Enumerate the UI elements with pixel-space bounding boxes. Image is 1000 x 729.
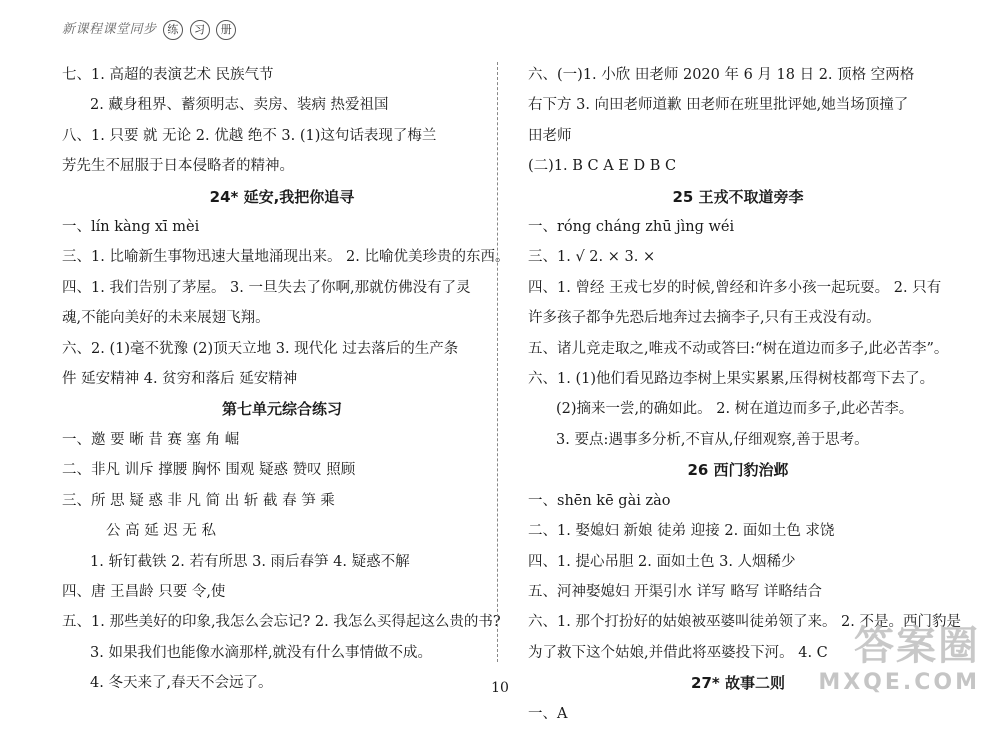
watermark-text: 答案圈 [854,623,980,669]
section-title: 26 西门豹治邺 [687,461,789,480]
header-circle-3: 册 [216,20,236,40]
answer-line: 1. 斩钉截铁 2. 若有所思 3. 雨后春笋 4. 疑惑不解 [90,553,410,570]
answer-line: 为了救下这个姑娘,并借此将巫婆投下河。 4. C [528,644,828,661]
answer-line: 二、非凡 训斥 撑腰 胸怀 围观 疑惑 赞叹 照顾 [62,462,356,479]
section-title: 25 王戎不取道旁李 [672,187,804,206]
answer-line: 田老师 [528,127,572,144]
answer-line: 一、shēn kē gài zào [528,492,671,509]
answer-line: 许多孩子都争先恐后地奔过去摘李子,只有王戎没有动。 [528,310,881,327]
answer-line: 一、邀 要 晰 昔 赛 塞 角 崛 [62,431,240,448]
answer-line: 一、lín kàng xī mèi [62,219,200,236]
answer-line: 六、1. (1)他们看见路边李树上果实累累,压得树枝都弯下去了。 [528,371,935,388]
answer-line: 2. 藏身租界、蓄须明志、卖房、装病 热爱祖国 [90,97,389,114]
answer-line: 七、1. 高超的表演艺术 民族气节 [62,67,274,83]
answer-line: (二)1. B C A E D B C [528,158,677,175]
answer-line: 芳先生不屈服于日本侵略者的精神。 [62,158,294,175]
answer-line: 件 延安精神 4. 贫穷和落后 延安精神 [62,371,298,388]
answer-line: 四、唐 王昌龄 只要 令,使 [62,583,226,600]
section-title: 第七单元综合练习 [221,400,342,419]
answer-line: 一、róng chánɡ zhū jìnɡ wéi [528,219,735,236]
page-number: 10 [491,680,509,696]
answer-line: 右下方 3. 向田老师道歉 田老师在班里批评她,她当场顶撞了 [528,97,909,114]
answer-line: 八、1. 只要 就 无论 2. 优越 绝不 3. (1)这句话表现了梅兰 [62,127,437,144]
answer-line: 3. 如果我们也能像水滴那样,就没有什么事情做不成。 [90,644,433,661]
answer-line: 二、1. 娶媳妇 新娘 徒弟 迎接 2. 面如土色 求饶 [528,523,835,540]
answer-line: 一、A [528,705,568,722]
answer-line: 五、河神娶媳妇 开渠引水 详写 略写 详略结合 [528,583,822,600]
answer-line: 三、所 思 疑 惑 非 凡 简 出 斩 截 春 笋 乘 [62,492,335,509]
header-circle-1: 练 [163,20,183,40]
answer-line: 四、1. 我们告别了茅屋。 3. 一旦失去了你啊,那就仿佛没有了灵 [62,279,471,296]
answer-line: 四、1. 提心吊胆 2. 面如土色 3. 人烟稀少 [528,553,796,570]
book-header [62,18,236,40]
section-title: 24* 延安,我把你追寻 [209,187,355,206]
section-title: 27* 故事二则 [691,674,785,693]
answer-line: 六、1. 那个打扮好的姑娘被巫婆叫徒弟领了来。 2. 不是。西门豹是 [528,614,961,631]
answer-line: 4. 冬天来了,春天不会远了。 [90,675,273,692]
watermark-url: MXQE.COM [818,670,980,695]
answer-line: 五、1. 那些美好的印象,我怎么会忘记? 2. 我怎么买得起这么贵的书? [62,614,501,631]
answer-line: 3. 要点:遇事多分析,不盲从,仔细观察,善于思考。 [556,431,869,448]
answer-line: 五、诸儿竞走取之,唯戎不动或答曰:“树在道边而多子,此必苦李”。 [528,340,949,357]
header-title: 新课程课堂同步 [62,22,157,37]
answer-line: 魂,不能向美好的未来展翅飞翔。 [62,310,270,327]
answer-line: 三、1. 比喻新生事物迅速大量地涌现出来。 2. 比喻优美珍贵的东西。 [62,249,510,266]
column-divider [497,62,498,662]
watermark-logo [780,622,980,702]
answer-line: 六、2. (1)毫不犹豫 (2)顶天立地 3. 现代化 过去落后的生产条 [62,340,459,357]
left-column [62,60,510,699]
answer-line: (2)摘来一尝,的确如此。 2. 树在道边而多子,此必苦李。 [556,401,914,418]
answer-line: 四、1. 曾经 王戎七岁的时候,曾经和许多小孩一起玩耍。 2. 只有 [528,279,942,296]
answer-line: 公 高 延 迟 无 私 [106,523,217,540]
answer-line: 六、(一)1. 小欣 田老师 2020 年 6 月 18 日 2. 顶格 空两格 [528,67,915,83]
header-circle-2: 习 [190,20,210,40]
answer-line: 三、1. √ 2. × 3. × [528,249,656,266]
